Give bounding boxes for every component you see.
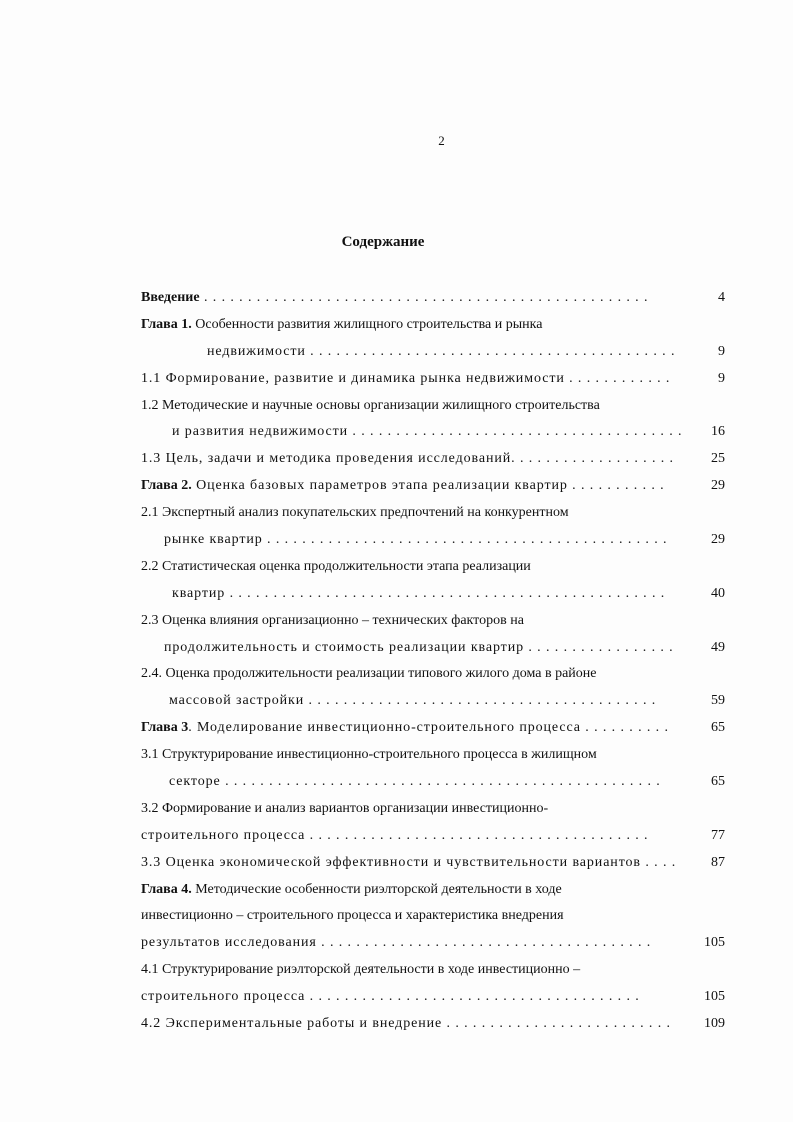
toc-entry-page: 65 bbox=[711, 774, 725, 790]
toc-entry-3-1-cont[interactable] bbox=[141, 769, 731, 796]
toc-entry-text: массовой застройки . . . . . . . . . . . . . . . . . . . . . . . . . . . . . . . . . . . . . . . . bbox=[169, 693, 657, 709]
toc-entry-text: Методические особенности риэлторской деятельности в ходе bbox=[191, 881, 562, 897]
toc-entry-text: 4.1 Структурирование риэлторской деятельности в ходе инвестиционно – bbox=[141, 962, 581, 978]
toc-entry-page: 49 bbox=[711, 639, 725, 655]
page-number: 2 bbox=[438, 133, 445, 148]
toc-entry-text: Особенности развития жилищного строительства и рынка bbox=[191, 316, 543, 332]
toc-entry-page: 59 bbox=[711, 693, 725, 709]
toc-entry-label: Глава 2. bbox=[141, 478, 192, 494]
toc-entry-text: 4.2 Экспериментальные работы и внедрение . . . . . . . . . . . . . . . . . . . . . . . . . . bbox=[141, 1016, 671, 1032]
toc-entry-text: строительного процесса . . . . . . . . . . . . . . . . . . . . . . . . . . . . . . . . . . . . . . . bbox=[141, 827, 649, 843]
toc-entry-1-2[interactable] bbox=[141, 393, 731, 420]
toc-entry-chapter-1-cont[interactable] bbox=[141, 339, 731, 366]
toc-entry-text: 3.3 Оценка экономической эффективности и чувствительности вариантов . . . . bbox=[141, 854, 677, 870]
toc-entry-3-3[interactable] bbox=[141, 850, 731, 877]
toc-entry-page: 29 bbox=[711, 478, 725, 494]
toc-entry-text: недвижимости . . . . . . . . . . . . . . . . . . . . . . . . . . . . . . . . . . . . . . . . . . bbox=[207, 343, 676, 359]
toc-entry-text: . Моделирование инвестиционно-строительного процесса . . . . . . . . . . bbox=[188, 720, 669, 736]
toc-entry-text: Оценка базовых параметров этапа реализации квартир . . . . . . . . . . . bbox=[191, 478, 665, 494]
toc-entry-text: 1.2 Методические и научные основы организации жилищного строительства bbox=[141, 397, 600, 413]
toc-entry-text: и развития недвижимости . . . . . . . . . . . . . . . . . . . . . . . . . . . . . . . . . . . . . . bbox=[172, 424, 683, 440]
toc-entry-chapter-4-cont[interactable] bbox=[141, 903, 731, 930]
toc-entry-3-2[interactable] bbox=[141, 796, 731, 823]
toc-entry-1-3[interactable] bbox=[141, 446, 731, 473]
toc-entry-chapter-2[interactable] bbox=[141, 473, 731, 500]
toc-entry-text: . . . . . . . . . . . . . . . . . . . . . . . . . . . . . . . . . . . . . . . . . . . . . . . . . . . bbox=[199, 290, 649, 305]
toc-entry-text: секторе . . . . . . . . . . . . . . . . . . . . . . . . . . . . . . . . . . . . . . . . . . . . . . . . . . bbox=[169, 774, 661, 790]
toc-entry-page: 9 bbox=[718, 370, 725, 386]
toc-entry-2-3-cont[interactable] bbox=[141, 635, 731, 662]
toc-entry-page: 29 bbox=[711, 532, 725, 548]
toc-entry-label: Глава 3 bbox=[141, 720, 189, 736]
toc-entry-page: 65 bbox=[711, 720, 725, 736]
toc-entry-chapter-3[interactable] bbox=[141, 715, 731, 742]
toc-entry-2-1[interactable] bbox=[141, 500, 731, 527]
toc-entry-introduction[interactable] bbox=[141, 285, 731, 312]
toc-entry-label: Глава 1. bbox=[141, 316, 192, 332]
toc-entry-label: Глава 4. bbox=[141, 881, 192, 897]
toc-entry-page: 87 bbox=[711, 854, 725, 870]
toc-entry-chapter-4[interactable] bbox=[141, 877, 731, 904]
toc-entry-text: 3.2 Формирование и анализ вариантов организации инвестиционно- bbox=[141, 800, 549, 816]
toc-entry-3-1[interactable] bbox=[141, 742, 731, 769]
toc-entry-page: 77 bbox=[711, 827, 725, 843]
toc-entry-text: результатов исследования . . . . . . . . . . . . . . . . . . . . . . . . . . . . . . . . . . . . . . bbox=[141, 935, 652, 951]
toc-entry-page: 25 bbox=[711, 451, 725, 467]
toc-entry-page: 105 bbox=[704, 935, 725, 951]
toc-entry-text: 1.3 Цель, задачи и методика проведения исследований. . . . . . . . . . . . . . . . . . . bbox=[141, 451, 674, 467]
toc-entry-2-2[interactable] bbox=[141, 554, 731, 581]
toc-entry-text: инвестиционно – строительного процесса и характеристика внедрения bbox=[141, 908, 564, 924]
toc-entry-text: 2.2 Статистическая оценка продолжительности этапа реализации bbox=[141, 558, 531, 574]
toc-entry-4-1-cont[interactable] bbox=[141, 984, 731, 1011]
toc-entry-text: 1.1 Формирование, развитие и динамика рынка недвижимости . . . . . . . . . . . . bbox=[141, 370, 671, 386]
toc-entry-1-2-cont[interactable] bbox=[141, 419, 731, 446]
toc-entry-1-1[interactable] bbox=[141, 366, 731, 393]
toc-entry-4-1[interactable] bbox=[141, 957, 731, 984]
toc-title: Содержание bbox=[341, 234, 425, 250]
toc-entry-text: рынке квартир . . . . . . . . . . . . . . . . . . . . . . . . . . . . . . . . . . . . . . . . . . . . . . bbox=[164, 532, 668, 548]
toc-entry-label: Введение bbox=[141, 290, 200, 305]
toc-entry-2-4[interactable] bbox=[141, 661, 731, 688]
toc-entry-text: 2.3 Оценка влияния организационно – технических факторов на bbox=[141, 612, 524, 628]
toc-entry-chapter-1[interactable] bbox=[141, 312, 731, 339]
toc-entry-text: 2.4. Оценка продолжительности реализации типового жилого дома в районе bbox=[141, 666, 597, 682]
toc-entry-page: 105 bbox=[704, 989, 725, 1005]
toc-entry-chapter-4-cont2[interactable] bbox=[141, 930, 731, 957]
toc-entry-page: 40 bbox=[711, 585, 725, 601]
toc-entry-2-3[interactable] bbox=[141, 608, 731, 635]
toc-entry-page: 4 bbox=[718, 290, 725, 305]
toc-entry-text: квартир . . . . . . . . . . . . . . . . . . . . . . . . . . . . . . . . . . . . . . . . . . . . . . . . . . bbox=[172, 585, 666, 601]
toc-entry-page: 109 bbox=[704, 1016, 725, 1032]
toc-entry-text: 2.1 Экспертный анализ покупательских предпочтений на конкурентном bbox=[141, 505, 569, 521]
toc-entry-3-2-cont[interactable] bbox=[141, 823, 731, 850]
toc-entry-page: 9 bbox=[718, 343, 725, 359]
toc-entry-text: строительного процесса . . . . . . . . . . . . . . . . . . . . . . . . . . . . . . . . . . . . . . bbox=[141, 989, 640, 1005]
toc-entry-page: 16 bbox=[711, 424, 725, 440]
toc-entry-2-2-cont[interactable] bbox=[141, 581, 731, 608]
toc-entry-4-2[interactable] bbox=[141, 1011, 731, 1038]
toc-entry-text: 3.1 Структурирование инвестиционно-строительного процесса в жилищном bbox=[141, 747, 597, 763]
toc-entry-2-4-cont[interactable] bbox=[141, 688, 731, 715]
toc-entry-2-1-cont[interactable] bbox=[141, 527, 731, 554]
toc-entry-text: продолжительность и стоимость реализации квартир . . . . . . . . . . . . . . . . . bbox=[164, 639, 674, 655]
table-of-contents bbox=[141, 285, 731, 1038]
